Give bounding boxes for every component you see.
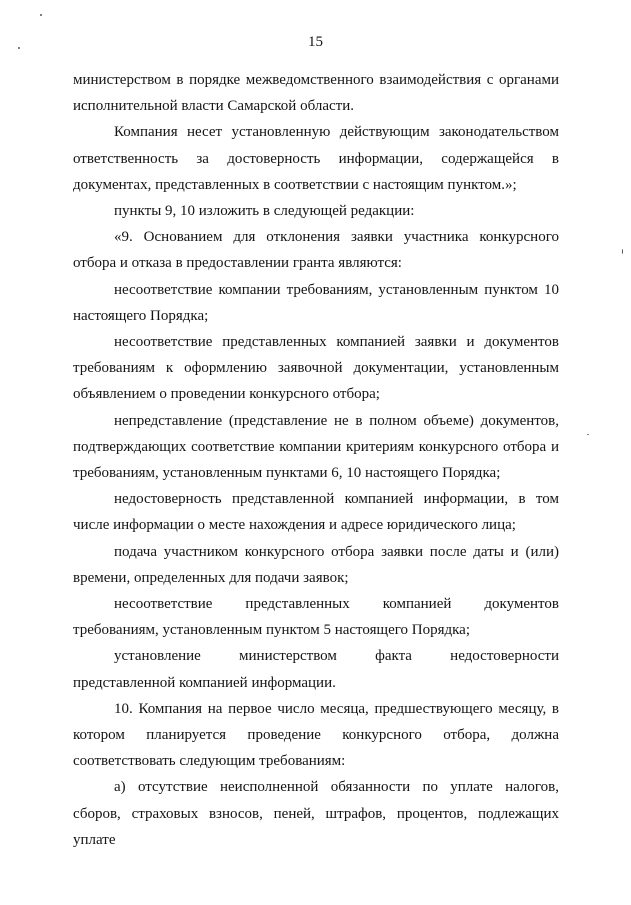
page-number: 15 <box>308 34 323 50</box>
paragraph: недостоверность представленной компанией информации, в том числе информации о месте нахождения и адресе юридического лица; <box>73 491 559 534</box>
paragraph: непредставление (представление не в полном объеме) документов, подтверждающих соответствие компании критериям конкурсного отбора и требованиям, установленным пунктами 6, 10 настоящего Порядка; <box>73 412 559 482</box>
paragraph: 10. Компания на первое число месяца, предшествующего месяцу, в котором планируется проведение конкурсного отбора, должна соответствовать следующим требованиям: <box>73 700 559 770</box>
paragraph: министерством в порядке межведомственного взаимодействия с органами исполнительной власти Самарской области. <box>73 72 559 115</box>
scan-speck <box>587 434 589 435</box>
paragraph: несоответствие компании требованиям, установленным пунктом 10 настоящего Порядка; <box>73 281 559 324</box>
document-body <box>73 67 559 853</box>
paragraph: несоответствие представленных компанией документов требованиям, установленным пунктом 5 настоящего Порядка; <box>73 596 559 639</box>
paragraph: «9. Основанием для отклонения заявки участника конкурсного отбора и отказа в предоставлении гранта являются: <box>73 229 559 272</box>
paragraph: Компания несет установленную действующим законодательством ответственность за достоверность информации, содержащейся в документах, представленных в соответствии с настоящим пунктом.»; <box>73 124 559 193</box>
paragraph: несоответствие представленных компанией заявки и документов требованиям к оформлению заявочной документации, установленным объявлением о проведении конкурсного отбора; <box>73 334 559 403</box>
scan-speck <box>40 14 42 16</box>
scan-speck <box>622 249 623 254</box>
paragraph: подача участником конкурсного отбора заявки после даты и (или) времени, определенных для подачи заявок; <box>73 543 559 586</box>
paragraph: а) отсутствие неисполненной обязанности по уплате налогов, сборов, страховых взносов, пеней, штрафов, процентов, подлежащих уплате <box>73 779 559 848</box>
paragraph: установление министерством факта недостоверности представленной компанией информации. <box>73 648 559 691</box>
paragraph: пункты 9, 10 изложить в следующей редакции: <box>114 203 415 220</box>
